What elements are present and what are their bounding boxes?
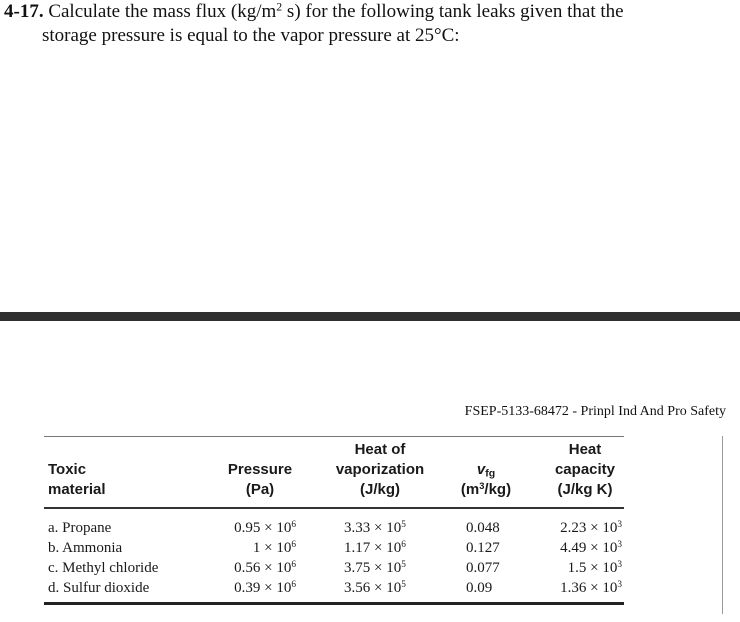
table-cell: $1 \times 10^6$ <box>252 539 296 556</box>
header-heat-of-vaporization: Heat of vaporization (J/kg) <box>335 441 425 498</box>
problem-text-part2: s) for the following tank leaks given that the <box>282 1 624 22</box>
table-right-border <box>722 436 723 614</box>
table-cell: $0.39 \times 10^6$ <box>234 579 296 596</box>
source-reference: FSEP-5133-68472 - Prinpl Ind And Pro Safety <box>464 404 726 419</box>
problem-statement <box>4 0 734 48</box>
table-bottom-rule <box>44 602 624 605</box>
table-cell: $1.5 \times 10^3$ <box>567 559 622 576</box>
header-pressure: Pressure (Pa) <box>227 461 293 498</box>
table-cell: 0.127 <box>466 540 500 556</box>
problem-number: 4-17. <box>4 1 44 22</box>
table-top-rule <box>44 436 624 437</box>
table-cell: $3.75 \times 10^5$ <box>344 559 406 576</box>
column-heat-vaporization <box>344 518 406 598</box>
header-heat-capacity: Heat capacity (J/kg K) <box>554 441 616 498</box>
table-cell: $4.49 \times 10^3$ <box>560 539 622 556</box>
table-cell: 0.048 <box>466 520 500 536</box>
column-heat-capacity <box>530 518 622 598</box>
column-vfg <box>466 518 500 598</box>
problem-text-superscript: 2 <box>276 0 283 14</box>
vfg-unit: $(m^3/kg)$ <box>460 480 512 498</box>
table-cell: $1.17 \times 10^6$ <box>344 539 406 556</box>
table-cell: b. Ammonia <box>48 540 123 556</box>
vfg-symbol: $v_{fg}$ <box>476 461 496 480</box>
table-header-rule <box>44 507 624 509</box>
table-cell: c. Methyl chloride <box>48 560 159 576</box>
column-material <box>48 518 158 598</box>
table-cell: $0.95 \times 10^6$ <box>234 519 296 536</box>
table-cell: $3.33 \times 10^5$ <box>344 519 406 536</box>
problem-text-part1: Calculate the mass flux (kg/m <box>43 1 277 22</box>
table-cell: $2.23 \times 10^3$ <box>560 519 622 536</box>
table-cell: $3.56 \times 10^5$ <box>344 579 406 596</box>
table-cell: a. Propane <box>48 520 112 536</box>
table-cell: d. Sulfur dioxide <box>48 580 150 596</box>
table-cell: 0.077 <box>466 560 500 576</box>
problem-text-line2: storage pressure is equal to the vapor pressure at 25°C: <box>42 25 460 46</box>
table-cell: $1.36 \times 10^3$ <box>560 579 622 596</box>
column-pressure <box>200 518 296 598</box>
table-cell: $0.56 \times 10^6$ <box>234 559 296 576</box>
table-cell: 0.09 <box>466 580 493 596</box>
section-divider <box>0 312 740 321</box>
header-vfg <box>446 460 526 500</box>
header-toxic-material: Toxic material <box>48 461 106 498</box>
